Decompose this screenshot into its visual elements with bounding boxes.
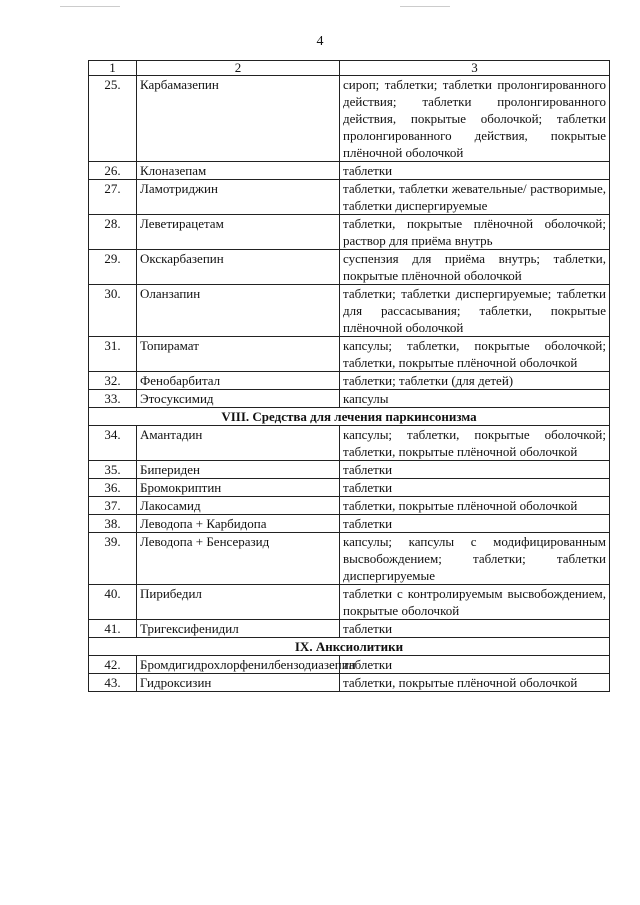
table-row	[89, 76, 610, 162]
table-row	[89, 426, 610, 461]
dosage-form: капсулы	[340, 390, 610, 408]
dosage-form: сироп; таблетки; таблетки пролонгированного действия; таблетки пролонгированного действия, покрытые оболочкой; таблетки пролонгированного действия, покрытые плёночной оболочкой	[340, 76, 610, 162]
drug-name: Оланзапин	[137, 285, 340, 337]
dosage-form: капсулы; таблетки, покрытые оболочкой; таблетки, покрытые плёночной оболочкой	[340, 426, 610, 461]
table-row	[89, 215, 610, 250]
dosage-form: таблетки	[340, 515, 610, 533]
drug-name: Леводопа + Карбидопа	[137, 515, 340, 533]
table-row	[89, 337, 610, 372]
row-number: 42.	[89, 656, 137, 674]
row-number: 35.	[89, 461, 137, 479]
drug-name: Гидроксизин	[137, 674, 340, 692]
scan-artifact	[60, 6, 120, 7]
drug-name: Этосуксимид	[137, 390, 340, 408]
dosage-form: таблетки, покрытые плёночной оболочкой	[340, 497, 610, 515]
scan-artifact	[400, 6, 450, 7]
header-col-3: 3	[340, 61, 610, 76]
dosage-form: таблетки, покрытые плёночной оболочкой; раствор для приёма внутрь	[340, 215, 610, 250]
row-number: 38.	[89, 515, 137, 533]
section-header-row	[89, 638, 610, 656]
dosage-form: капсулы; капсулы с модифицированным высвобождением; таблетки; таблетки диспергируемые	[340, 533, 610, 585]
table-row	[89, 285, 610, 337]
header-col-2: 2	[137, 61, 340, 76]
row-number: 40.	[89, 585, 137, 620]
dosage-form: таблетки; таблетки (для детей)	[340, 372, 610, 390]
table-row	[89, 162, 610, 180]
drug-name: Лакосамид	[137, 497, 340, 515]
drug-name: Карбамазепин	[137, 76, 340, 162]
drug-name: Топирамат	[137, 337, 340, 372]
section-header-row	[89, 408, 610, 426]
drug-name: Леводопа + Бенсеразид	[137, 533, 340, 585]
dosage-form: таблетки	[340, 479, 610, 497]
dosage-form: таблетки, таблетки жевательные/ растворимые, таблетки диспергируемые	[340, 180, 610, 215]
row-number: 26.	[89, 162, 137, 180]
table-row	[89, 497, 610, 515]
dosage-form: таблетки	[340, 162, 610, 180]
row-number: 30.	[89, 285, 137, 337]
table-row	[89, 533, 610, 585]
row-number: 43.	[89, 674, 137, 692]
table-row	[89, 585, 610, 620]
drug-table	[88, 60, 610, 692]
row-number: 34.	[89, 426, 137, 461]
table-row	[89, 479, 610, 497]
table-row	[89, 390, 610, 408]
dosage-form: капсулы; таблетки, покрытые оболочкой; таблетки, покрытые плёночной оболочкой	[340, 337, 610, 372]
section-title: IX. Анксиолитики	[89, 638, 610, 656]
row-number: 41.	[89, 620, 137, 638]
row-number: 28.	[89, 215, 137, 250]
drug-name: Амантадин	[137, 426, 340, 461]
drug-name: Тригексифенидил	[137, 620, 340, 638]
row-number: 36.	[89, 479, 137, 497]
dosage-form: таблетки	[340, 656, 610, 674]
header-col-1: 1	[89, 61, 137, 76]
row-number: 32.	[89, 372, 137, 390]
table-header-row	[89, 61, 610, 76]
dosage-form: таблетки	[340, 620, 610, 638]
row-number: 39.	[89, 533, 137, 585]
drug-name: Бромокриптин	[137, 479, 340, 497]
table-row	[89, 180, 610, 215]
row-number: 25.	[89, 76, 137, 162]
dosage-form: таблетки	[340, 461, 610, 479]
row-number: 27.	[89, 180, 137, 215]
table-row	[89, 656, 610, 674]
table-row	[89, 250, 610, 285]
dosage-form: таблетки, покрытые плёночной оболочкой	[340, 674, 610, 692]
drug-name: Ламотриджин	[137, 180, 340, 215]
table-row	[89, 372, 610, 390]
drug-name: Бромдигидрохлорфенилбензодиазепин	[137, 656, 340, 674]
dosage-form: таблетки; таблетки диспергируемые; таблетки для рассасывания; таблетки, покрытые плёночной оболочкой	[340, 285, 610, 337]
row-number: 37.	[89, 497, 137, 515]
drug-name: Фенобарбитал	[137, 372, 340, 390]
table-row	[89, 461, 610, 479]
table-row	[89, 515, 610, 533]
dosage-form: таблетки с контролируемым высвобождением, покрытые оболочкой	[340, 585, 610, 620]
drug-name: Леветирацетам	[137, 215, 340, 250]
row-number: 33.	[89, 390, 137, 408]
drug-table-body	[89, 61, 610, 692]
table-row	[89, 674, 610, 692]
row-number: 31.	[89, 337, 137, 372]
drug-name: Клоназепам	[137, 162, 340, 180]
dosage-form: суспензия для приёма внутрь; таблетки, покрытые плёночной оболочкой	[340, 250, 610, 285]
drug-name: Окскарбазепин	[137, 250, 340, 285]
drug-name: Бипериден	[137, 461, 340, 479]
drug-name: Пирибедил	[137, 585, 340, 620]
section-title: VIII. Средства для лечения паркинсонизма	[89, 408, 610, 426]
row-number: 29.	[89, 250, 137, 285]
page-number: 4	[316, 34, 324, 49]
table-row	[89, 620, 610, 638]
